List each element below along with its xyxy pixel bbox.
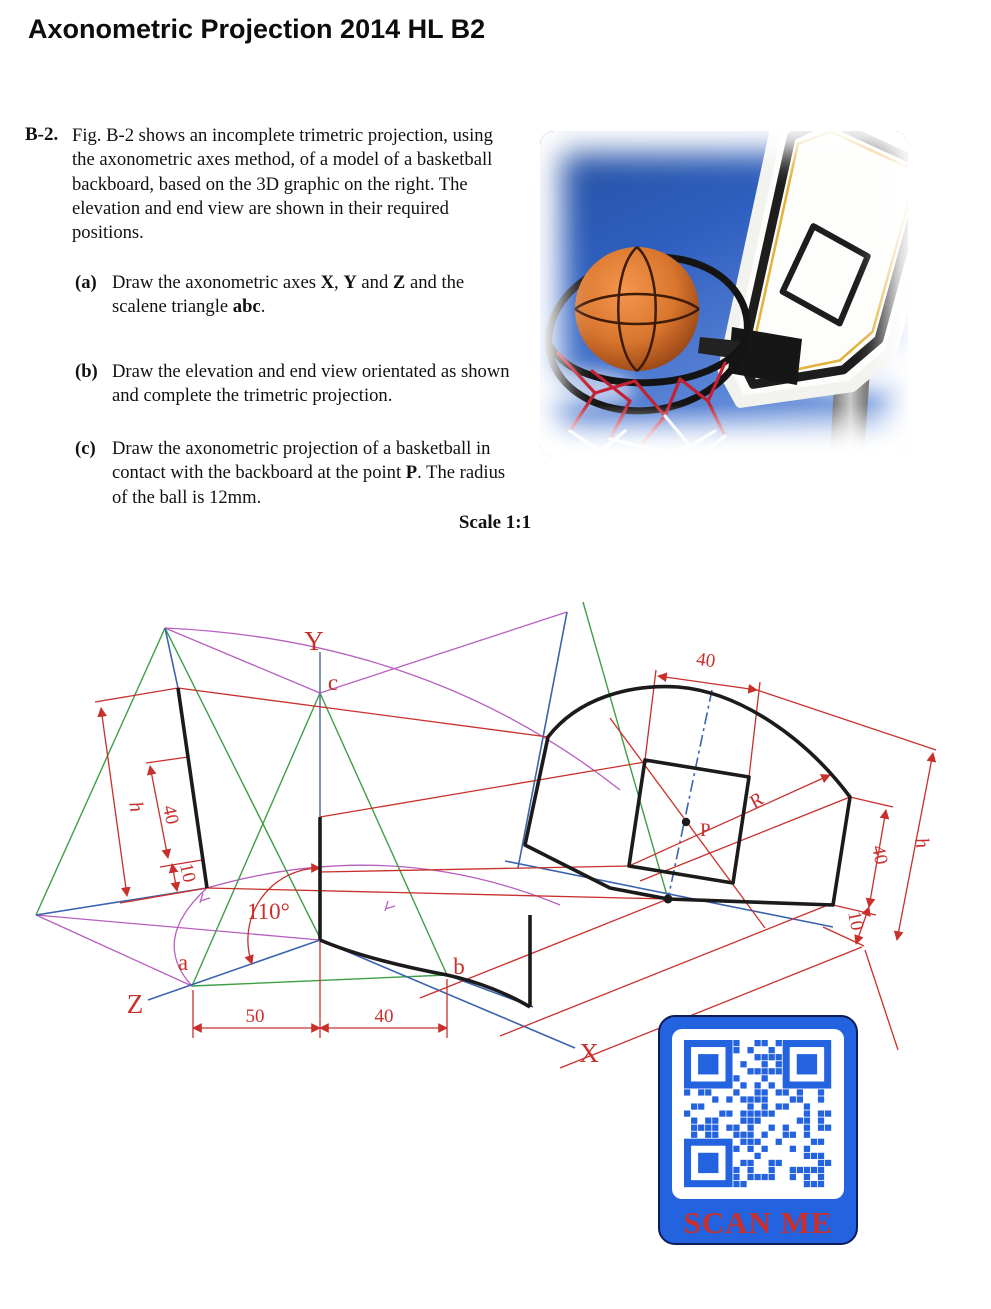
dim-right-h: h [910,835,934,850]
qr-code [659,1016,857,1244]
dim-left-10: 10 [175,861,200,885]
part-b-label: (b) [75,361,98,382]
photo-bottom-fade [540,405,908,457]
point-p-label: P [700,820,711,841]
red-dimension-lines [101,676,933,1028]
dim-left-40: 40 [158,803,183,827]
angle-110-label: 110° [247,899,290,924]
triangle-b-label: b [453,954,465,979]
triangle-a-label: a [177,950,189,975]
green-triangle-lines [36,602,668,986]
axis-z-label: Z [126,989,144,1019]
question-intro: Fig. B-2 shows an incomplete trimetric projection, using the axonometric axes method, of a model of a basketball backboard, based on the 3D graphic on the right. The elevation and end view are shown in their required positions. [72,125,493,244]
magenta-construction-lines [36,612,620,986]
dim-bottom-40: 40 [374,1006,394,1027]
blue-axis-lines [36,612,833,1048]
dim-right-40: 40 [867,843,892,867]
black-dots [664,818,691,904]
dim-radius-r: R [744,788,768,814]
basketball [575,247,699,371]
part-a-label: (a) [75,272,97,293]
axis-x-label: X [579,1038,599,1068]
base-point-dot [664,895,673,904]
part-c-label: (c) [75,438,96,459]
point-p-dot [682,818,690,826]
dim-bottom-50: 50 [245,1006,265,1027]
dim-left-h: h [124,799,148,814]
qr-scan-me-label: SCAN ME [683,1205,833,1240]
part-a-text: Draw the axonometric axes X, Y and Z and the scalene triangle abc. [112,272,465,318]
black-outlines [178,687,850,1007]
dim-right-10: 10 [843,909,868,933]
question-number: B-2. [25,124,59,145]
scale-note: Scale 1:1 [458,512,532,533]
axis-y-label: Y [304,626,324,656]
part-b-text: Draw the elevation and end view orientated as shown and complete the trimetric projection. [112,361,510,407]
red-projection-lines [95,670,936,1068]
basketball-hoop-photo [540,131,908,457]
dim-top-40: 40 [694,648,717,673]
triangle-c-label: c [327,670,339,695]
page-title: Axonometric Projection 2014 HL B2 [28,14,486,44]
part-c-text: Draw the axonometric projection of a basketball in contact with the backboard at the point P. The radius of the ball is 12mm. [112,438,506,508]
